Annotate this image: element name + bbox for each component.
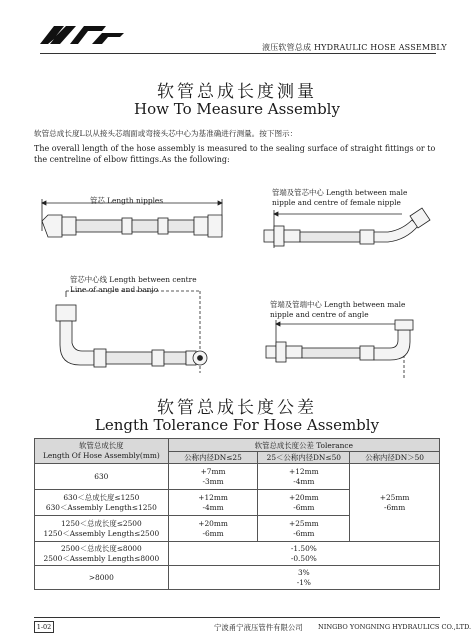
subheader-dn50: 公称内径DN＞50 [350, 452, 440, 464]
table-row [35, 542, 440, 566]
length-cell: >8000 [35, 566, 169, 590]
tolerance-title-cn: 软管总成长度公差 [157, 398, 317, 418]
tol-dn25-cell: +12mm -4mm [168, 490, 258, 516]
company-logo [40, 24, 126, 46]
header-divider [40, 53, 436, 54]
page-number: 1-02 [34, 621, 54, 633]
tol-dn25-cell: +7mm -3mm [168, 464, 258, 490]
table-row [35, 464, 440, 490]
footer-company-cn: 宁波甬宁液压管件有限公司 [214, 623, 303, 632]
tol-dn25-50-cell: +12mm -4mm [258, 464, 350, 490]
diagram-elbow-banjo-hose [40, 285, 240, 375]
length-cell: 1250＜总成长度≤2500 1250＜Assembly Length≤2500 [35, 516, 169, 542]
diagram4-label-line1: 管端及管端中心 Length between male [270, 300, 406, 309]
tol-merged-cell: 3% -1% [168, 566, 439, 590]
diagram4-label-line2: nipple and centre of angle [270, 310, 369, 319]
measure-title-en: How To Measure Assembly [134, 100, 340, 118]
subheader-dn25: 公称内径DN≤25 [168, 452, 258, 464]
diagram-male-to-angle-hose [262, 208, 442, 268]
tolerance-title-en: Length Tolerance For Hose Assembly [94, 416, 380, 434]
tol-dn25-50-cell: +25mm -6mm [258, 516, 350, 542]
footer-company-en: NINGBO YONGNING HYDRAULICS CO.,LTD. [318, 623, 472, 631]
footer-divider [34, 617, 440, 618]
measure-title-cn: 软管总成长度测量 [157, 82, 317, 102]
table-row [35, 566, 440, 590]
subheader-dn25-50: 25＜公称内径DN≤50 [258, 452, 350, 464]
length-cell: 2500＜总成长度≤8000 2500＜Assembly Length≤8000 [35, 542, 169, 566]
tol-dn25-50-cell: +20mm -6mm [258, 490, 350, 516]
header-title: 液压软管总成 HYDRAULIC HOSE ASSEMBLY [262, 43, 447, 52]
col-length-header: 软管总成长度 Length Of Hose Assembly(mm) [35, 439, 169, 464]
length-cell: 630 [35, 464, 169, 490]
tolerance-table [34, 438, 440, 590]
diagram2-label-line1: 管端及管芯中心 Length between male [272, 188, 408, 197]
diagram3-label-line2: Line of angle and banjo [70, 285, 159, 294]
intro-cn: 软管总成长度L以从接头芯端面或弯接头芯中心为基准确进行测量。按下图示： [34, 129, 298, 138]
diagram2-label-line2: nipple and centre of female nipple [272, 198, 401, 207]
tol-dn25-cell: +20mm -6mm [168, 516, 258, 542]
diagram-straight-hose [40, 195, 240, 255]
diagram3-label-line1: 管芯中心线 Length between centre [70, 275, 197, 284]
col-tolerance-header: 软管总成长度公差 Tolerance [168, 439, 439, 452]
tol-dn50-cell: +25mm -6mm [350, 464, 440, 542]
diagram-male-to-elbow-hose [262, 318, 442, 380]
diagram1-label: 管芯 Length nipples [90, 196, 164, 205]
tol-merged-cell: -1.50% -0.50% [168, 542, 439, 566]
intro-en: The overall length of the hose assembly is measured to the sealing surface of straight fittings or to the centreline of elbow fittings.As the following: [34, 144, 436, 164]
length-cell: 630＜总成长度≤1250 630＜Assembly Length≤1250 [35, 490, 169, 516]
